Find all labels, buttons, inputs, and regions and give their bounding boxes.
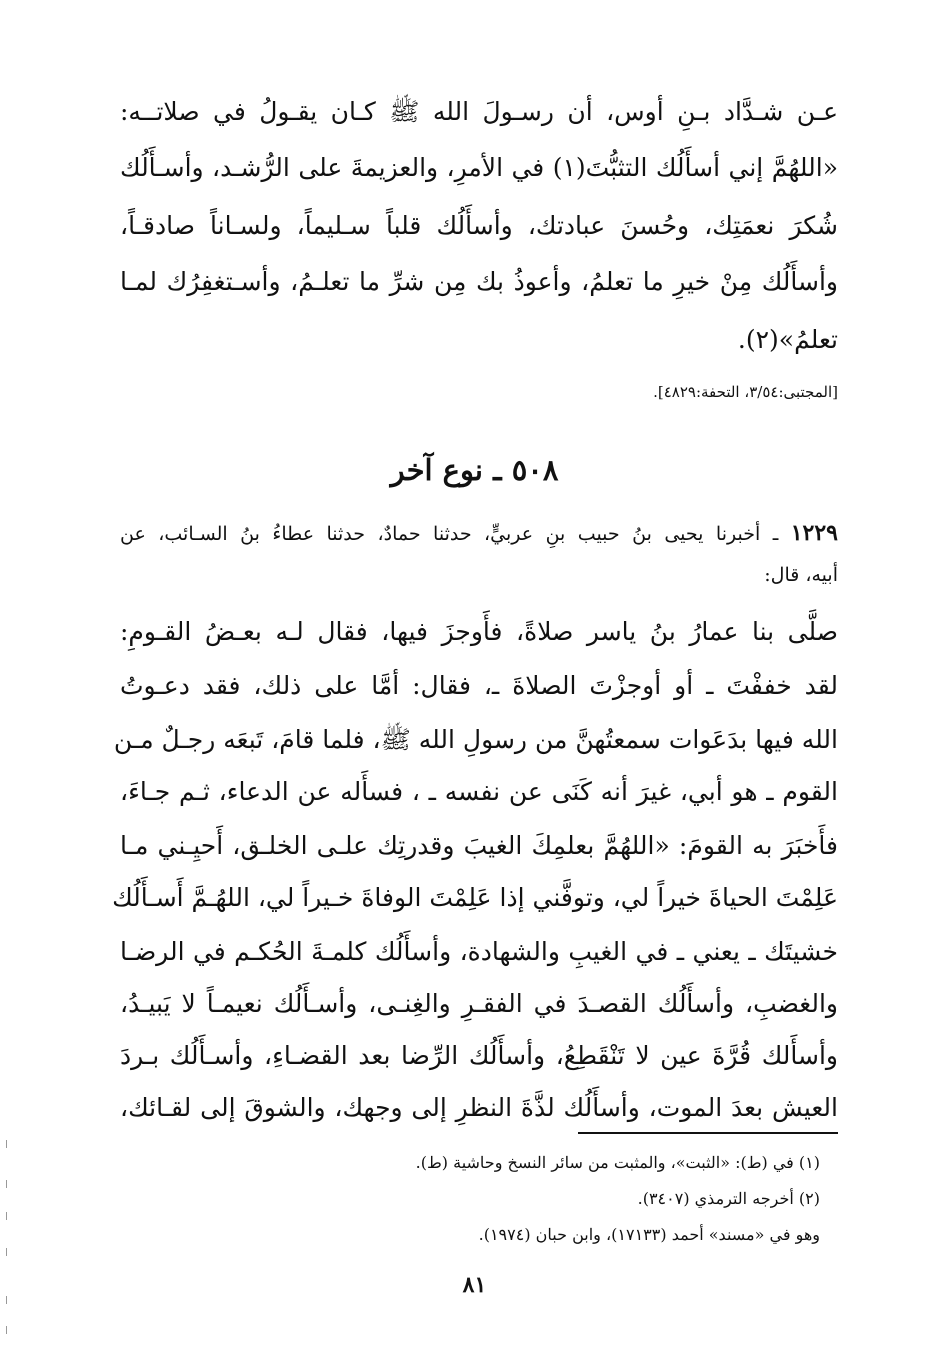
- footnote-3: وهو في «مسند» أحمد (١٧١٣٣)، وابن حبان (١٩٧٤).: [478, 1225, 820, 1244]
- scan-edge-mark: [6, 1180, 7, 1188]
- hadith-text-line-1: صلَّى بنا عمارُ بنُ ياسر صلاةً، فأَوجزَ فيها، فقال لـه بعـضُ القـومِ:: [120, 617, 838, 646]
- body-line-1: عـن شـدَّاد بـنِ أوس، أن رسـولَ الله ﷺ كـان يقـولُ في صلاتــه:: [120, 97, 838, 126]
- hadith-text-line-5: فأَخبَرَ به القومَ: «اللهُمَّ بعلمِكَ الغيبَ وقدرتِك علـى الخلـق، أَحيِـني مـا: [120, 831, 838, 860]
- hadith-text-line-9: وأسأَلك قُرَّةَ عين لا تَنْقَطِعُ، وأسأَلُك الرِّضا بعد القضـاءِ، وأسـأَلُك بـردَ: [120, 1041, 838, 1070]
- body-line-4: وأسأَلُك مِنْ خيرِ ما تعلمُ، وأعوذُ بك مِن شرِّ ما تعلـمُ، وأسـتغفِرُك لمـا: [120, 267, 838, 296]
- body-line-3: شُكرَ نعمَتِك، وحُسنَ عبادتك، وأسأَلُك قلباً سـليماً، ولسـاناً صادقـاً،: [120, 211, 838, 240]
- hadith-text-line-4: القوم ـ هو أبي، غيرَ أنه كَنَى عن نفسه ـ ، فسأَله عن الدعاء، ثـم جـاءَ،: [120, 777, 838, 806]
- hadith-text-line-7: خشيتَك ـ يعني ـ في الغيبِ والشهادة، وأسأَلُك كلمـةَ الحُكـم في الرضـا: [120, 937, 838, 966]
- section-heading: ٥٠٨ ـ نوع آخر: [390, 453, 559, 487]
- hadith-text-line-10: العيش بعدَ الموت، وأسأَلُك لذَّةَ النظرِ إلى وجهك، والشوقَ إلى لقـائك،: [120, 1093, 838, 1122]
- hadith-isnad-line-1: [120, 518, 838, 549]
- scan-edge-mark: [6, 1296, 7, 1304]
- hadith-isnad-text: ـ أخبرنا يحيى بنُ حبيب بنِ عربيٍّ، حدثنا حمادٌ، حدثنا عطاءُ بنُ السـائب، عن: [120, 523, 779, 545]
- hadith-text-line-3: الله فيها بدَعَوات سمعتُهنَّ من رسولِ الله ﷺ، فلما قامَ، تَبعَه رجـلٌ مـن: [113, 725, 838, 754]
- hadith-isnad-line-2: أبيه، قال:: [764, 564, 838, 586]
- footnote-divider: [578, 1132, 838, 1134]
- scan-edge-mark: [6, 1326, 7, 1334]
- hadith-text-line-2: لقد خففْتَ ـ أو أوجزْتَ الصلاةَ ـ، فقال: أمَّا على ذلك، فقد دعـوتُ: [120, 671, 838, 700]
- scan-edge-mark: [6, 1212, 7, 1220]
- hadith-text-line-8: والغضبِ، وأسأَلُك القصـدَ في الفقـرِ والغِنـى، وأسـأَلُك نعيمـاً لا يَبيـدُ،: [120, 989, 838, 1018]
- scan-edge-mark: [6, 1140, 7, 1148]
- page-number: ٨١: [462, 1272, 487, 1298]
- hadith-text-line-6: عَلِمْتَ الحياةَ خيراً لي، وتوفَّني إذا عَلِمْتَ الوفاةَ خـيراً لي، اللهُـمَّ أَسـأَلُك: [112, 883, 838, 912]
- footnote-2: (٢) أخرجه الترمذي (٣٤٠٧).: [637, 1189, 820, 1208]
- hadith-number: ١٢٢٩: [790, 520, 838, 546]
- body-line-2: «اللهُمَّ إني أسأَلُك التثبُّتَ(١) في الأمرِ، والعزيمةَ على الرُّشـد، وأسـأَلُك: [120, 153, 838, 182]
- source-reference: [المجتبى:٣/٥٤، التحفة:٤٨٢٩].: [653, 383, 838, 401]
- footnote-1: (١) في (ط): «الثبت»، والمثبت من سائر النسخ وحاشية (ط).: [415, 1153, 820, 1172]
- body-line-5: تعلمُ»(٢).: [737, 325, 838, 354]
- scan-edge-mark: [6, 1248, 7, 1256]
